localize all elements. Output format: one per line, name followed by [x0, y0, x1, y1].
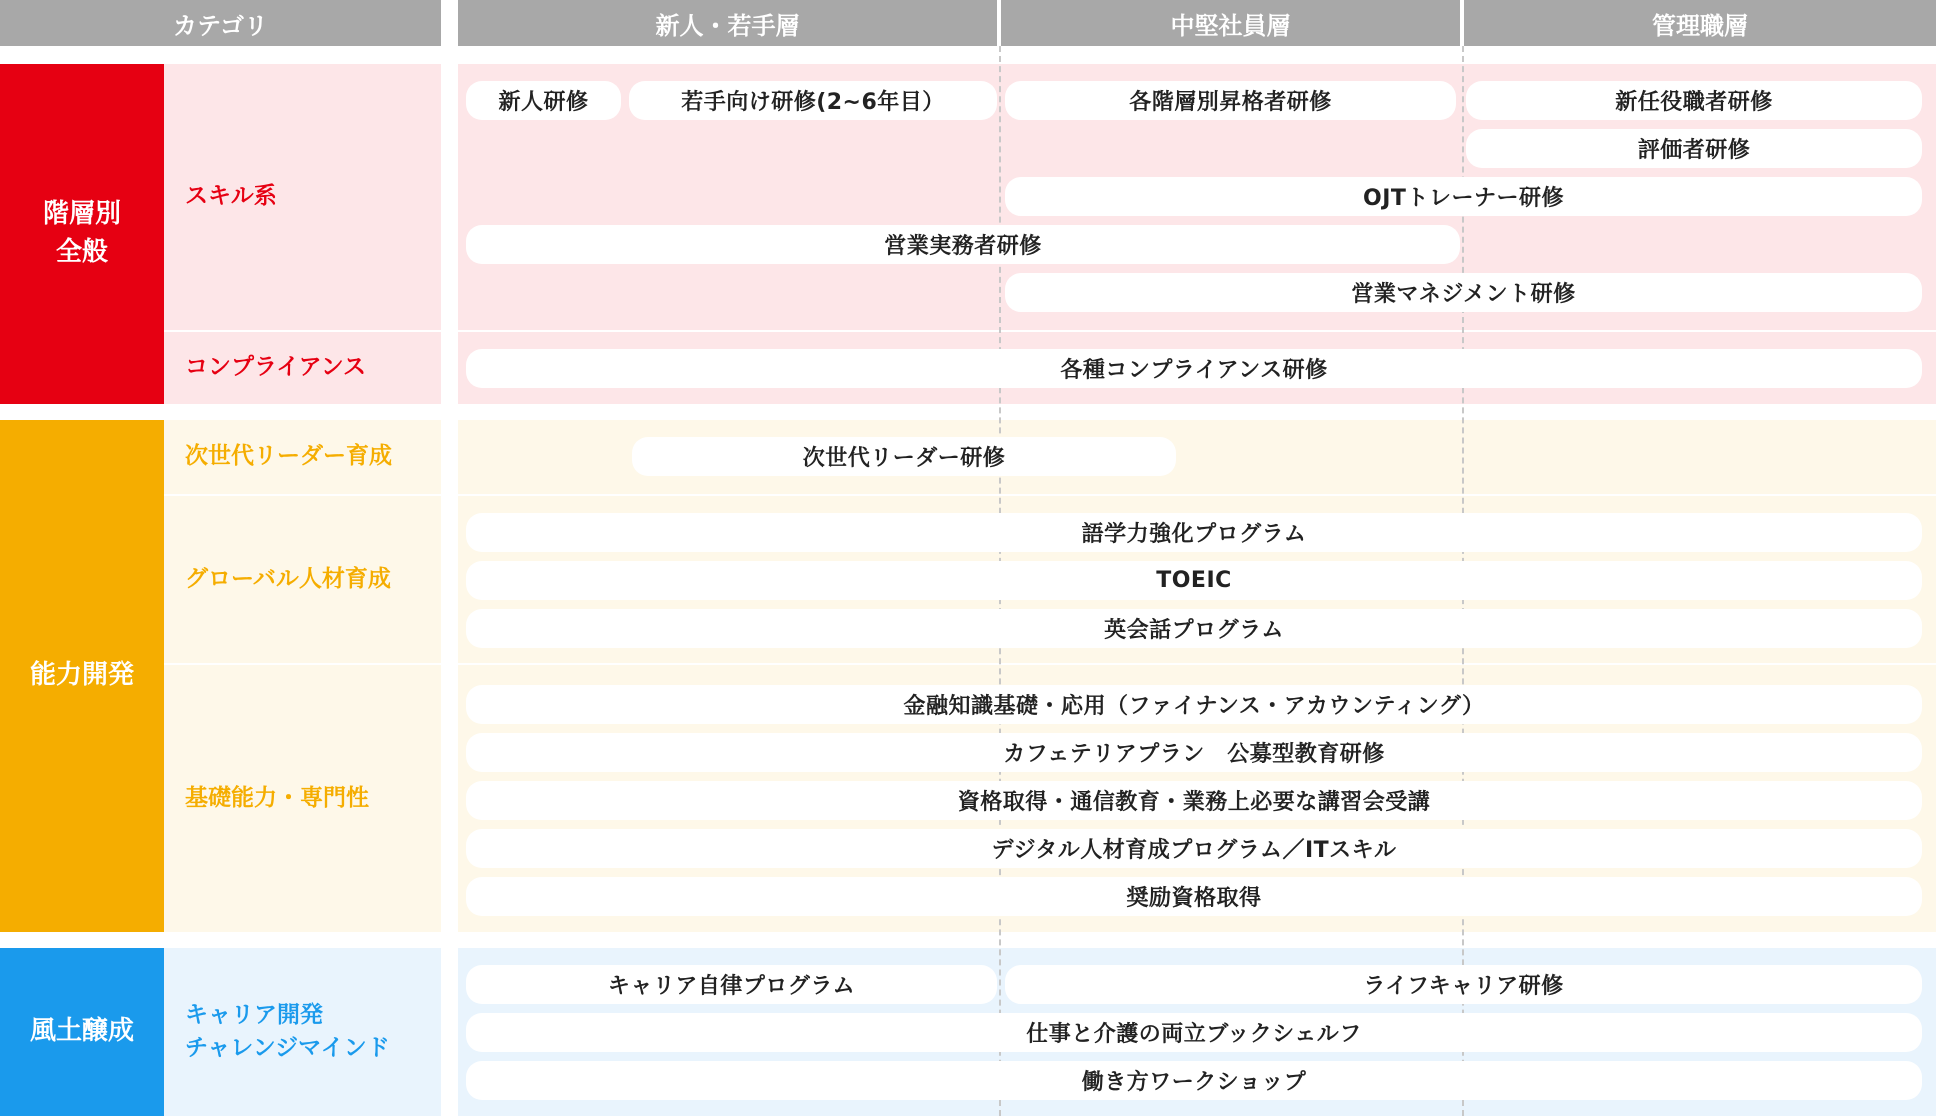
- program-qualification-acquisition: 資格取得・通信教育・業務上必要な講習会受講: [466, 781, 1922, 820]
- subcategory-global-label: グローバル人材育成: [185, 565, 391, 592]
- subcategory-career-label-2: チャレンジマインド: [185, 1035, 390, 1061]
- program-promotion-training: 各階層別昇格者研修: [1005, 81, 1456, 120]
- header-level-manager: [1464, 0, 1936, 46]
- program-life-career-training: ライフキャリア研修: [1005, 965, 1922, 1004]
- program-digital-talent: デジタル人材育成プログラム／ITスキル: [466, 829, 1922, 868]
- subcategory-next-leader-label: 次世代リーダー育成: [185, 443, 392, 470]
- subcategory-career: [164, 948, 441, 1116]
- program-caregiving-bookshelf: 仕事と介護の両立ブックシェルフ: [466, 1013, 1922, 1052]
- group-hierarchy: [0, 64, 164, 404]
- header-level-junior-label: 新人・若手層: [655, 11, 800, 40]
- subcategory-career-label-1: キャリア開発: [185, 1001, 323, 1028]
- subcategory-next-leader: [164, 420, 441, 494]
- subcategory-global: [164, 496, 441, 663]
- program-evaluator-training: 評価者研修: [1466, 129, 1922, 168]
- program-next-leader-training: 次世代リーダー研修: [632, 437, 1176, 476]
- group-hierarchy-label-2: 全般: [55, 237, 108, 267]
- program-ojt-trainer-training: OJTトレーナー研修: [1005, 177, 1922, 216]
- subcategory-fundamentals: [164, 665, 441, 932]
- program-sales-practitioner-training: 営業実務者研修: [466, 225, 1460, 264]
- program-language-program: 語学力強化プログラム: [466, 513, 1922, 552]
- header-level-manager-label: 管理職層: [1652, 11, 1748, 40]
- program-toeic: TOEIC: [466, 561, 1922, 600]
- group-capability-label: 能力開発: [29, 660, 134, 691]
- program-sales-management-training: 営業マネジメント研修: [1005, 273, 1922, 312]
- subcategory-fundamentals-label: 基礎能力・専門性: [185, 784, 369, 811]
- group-culture: [0, 948, 164, 1116]
- subcategory-compliance-label: コンプライアンス: [185, 354, 367, 381]
- program-new-manager-training: 新任役職者研修: [1466, 81, 1922, 120]
- program-finance-knowledge: 金融知識基礎・応用（ファイナンス・アカウンティング）: [466, 685, 1922, 724]
- program-compliance-training: 各種コンプライアンス研修: [466, 349, 1922, 388]
- group-capability: [0, 420, 164, 932]
- subcategory-compliance: [164, 332, 441, 404]
- header-category-label: カテゴリ: [172, 11, 269, 40]
- subcategory-skills-label: スキル系: [185, 183, 277, 210]
- group-culture-label: 風土醸成: [29, 1016, 134, 1047]
- header-level-mid-label: 中堅社員層: [1170, 11, 1291, 40]
- program-recommended-qualifications: 奨励資格取得: [466, 877, 1922, 916]
- subcategory-skills: [164, 64, 441, 330]
- program-new-hire-training: 新人研修: [466, 81, 621, 120]
- program-young-employee-training: 若手向け研修(2~6年目）: [629, 81, 997, 120]
- header-category: [0, 0, 441, 46]
- program-career-autonomy: キャリア自律プログラム: [466, 965, 997, 1004]
- header-level-junior: [458, 0, 997, 46]
- group-hierarchy-label-1: 階層別: [42, 199, 121, 230]
- header-level-mid: [1001, 0, 1460, 46]
- program-english-conversation: 英会話プログラム: [466, 609, 1922, 648]
- program-workstyle-workshop: 働き方ワークショップ: [466, 1061, 1922, 1100]
- program-cafeteria-plan: カフェテリアプラン 公募型教育研修: [466, 733, 1922, 772]
